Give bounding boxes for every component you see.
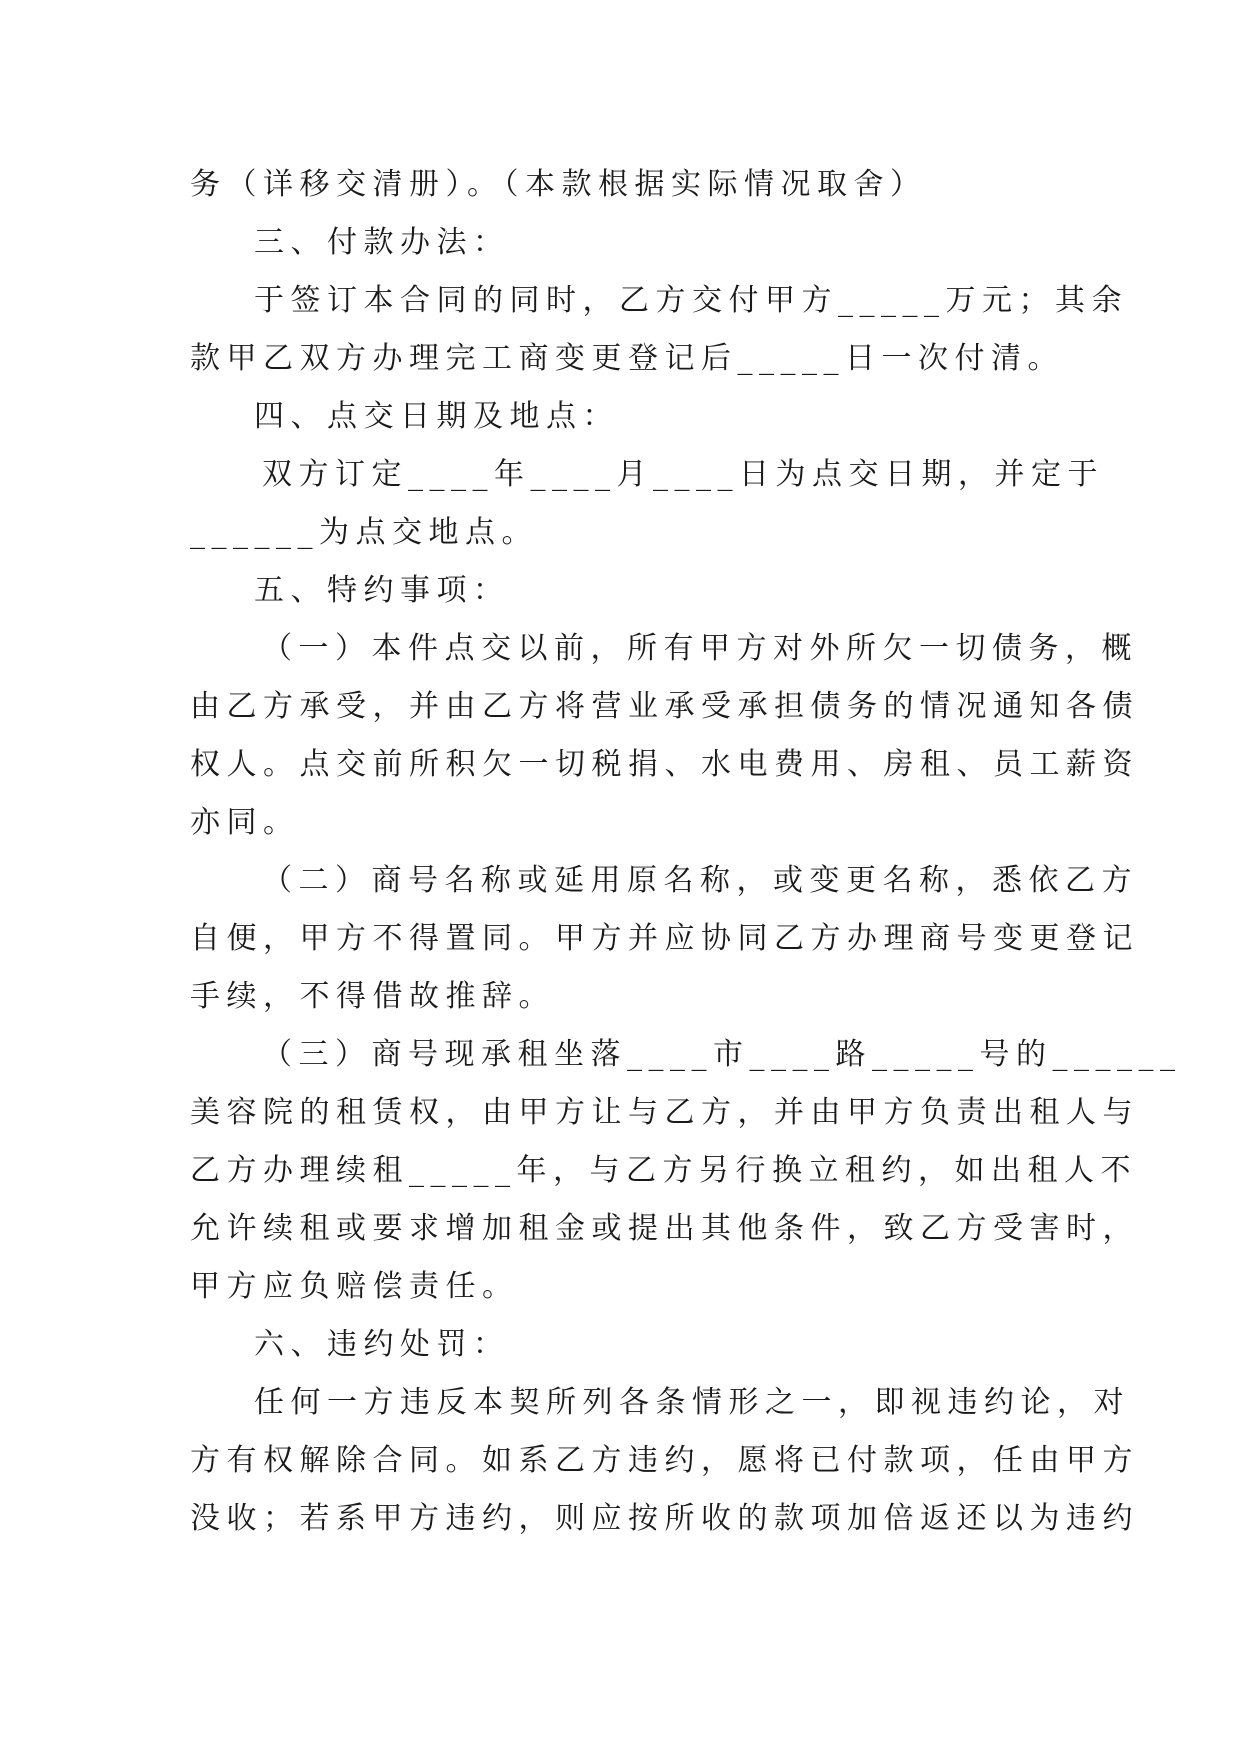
section-heading-penalty: 六、违约处罚： — [254, 1327, 510, 1362]
text-line: 务（详移交清册）。（本款根据实际情况取舍） — [190, 167, 927, 202]
text-line: ______为点交地点。 — [190, 515, 538, 550]
text-line: 自便，甲方不得置同。甲方并应协同乙方办理商号变更登记 — [190, 921, 1139, 956]
text-line: （三）商号现承租坐落____市____路_____号的______ — [262, 1037, 1182, 1072]
text-line: （一）本件点交以前，所有甲方对外所欠一切债务，概 — [262, 631, 1138, 666]
text-line: 没收；若系甲方违约，则应按所收的款项加倍返还以为违约 — [190, 1501, 1139, 1536]
text-line: 双方订定____年____月____日为点交日期，并定于 — [262, 457, 1104, 492]
text-line: 乙方办理续租_____年，与乙方另行换立租约，如出租人不 — [190, 1153, 1137, 1188]
text-line: 方有权解除合同。如系乙方违约，愿将已付款项，任由甲方 — [190, 1443, 1139, 1478]
section-heading-special-terms: 五、特约事项： — [254, 573, 510, 608]
text-line: 任何一方违反本契所列各条情形之一，即视违约论，对 — [254, 1385, 1130, 1420]
text-line: 甲方应负赔偿责任。 — [190, 1269, 519, 1304]
text-line: 权人。点交前所积欠一切税捐、水电费用、房租、员工薪资 — [190, 747, 1139, 782]
text-line: 款甲乙双方办理完工商变更登记后_____日一次付清。 — [190, 341, 1064, 376]
text-line: 允许续租或要求增加租金或提出其他条件，致乙方受害时， — [190, 1211, 1139, 1246]
text-line: 手续，不得借故推辞。 — [190, 979, 555, 1014]
text-line: 美容院的租赁权，由甲方让与乙方，并由甲方负责出租人与 — [190, 1095, 1139, 1130]
text-line: 由乙方承受，并由乙方将营业承受承担债务的情况通知各债 — [190, 689, 1139, 724]
text-line: （二）商号名称或延用原名称，或变更名称，悉依乙方 — [262, 863, 1138, 898]
section-heading-handover: 四、点交日期及地点： — [254, 399, 619, 434]
text-line: 亦同。 — [190, 805, 300, 840]
text-line: 于签订本合同的同时，乙方交付甲方_____万元；其余 — [254, 283, 1128, 318]
section-heading-payment: 三、付款办法： — [254, 225, 510, 260]
